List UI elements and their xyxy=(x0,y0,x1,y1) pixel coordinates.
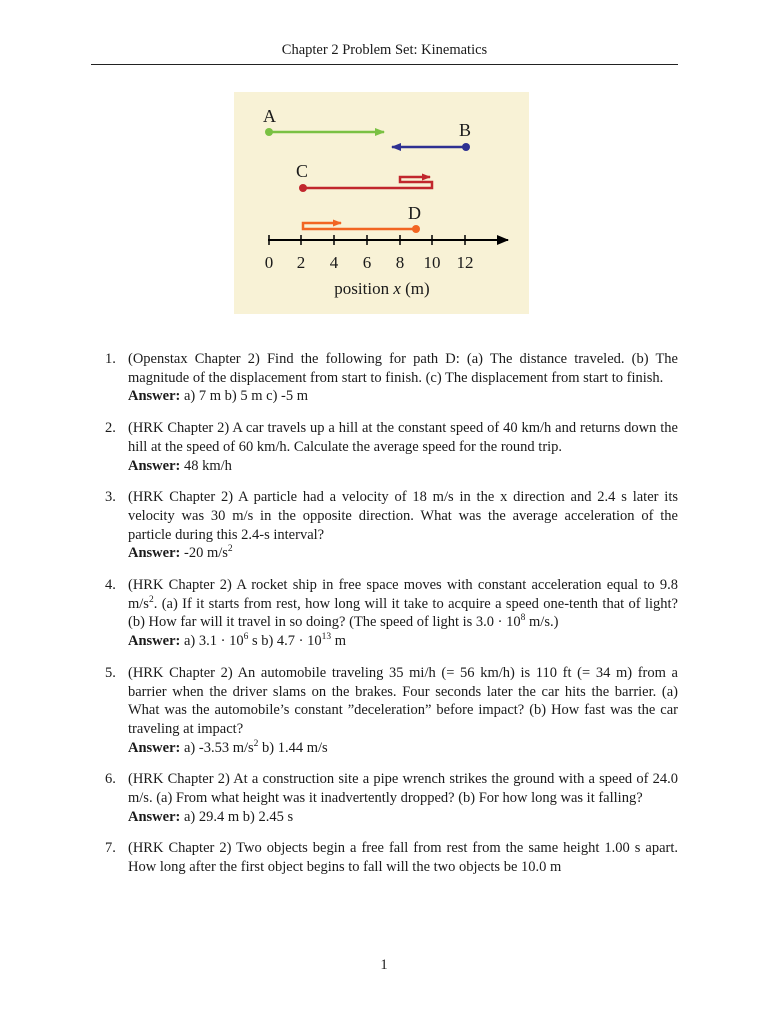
axis-tick-label: 2 xyxy=(296,253,306,272)
answer xyxy=(128,458,232,474)
path-b-label: B xyxy=(459,120,472,140)
problem-number: 4. xyxy=(105,577,116,594)
answer-value: a) 7 m b) 5 m c) -5 m xyxy=(183,388,309,405)
path-d-label: D xyxy=(408,203,421,223)
answer-label: Answer: xyxy=(128,388,181,405)
problem-number: 5. xyxy=(105,664,116,681)
answer-value: a) 29.4 m b) 2.45 s xyxy=(183,808,294,825)
problem-text: (Openstax Chapter 2) Find the following for path D: (a) The distance traveled. (b) The magnitude of the displacement from start to finish. (c) The displacement from start to finish. xyxy=(128,351,678,386)
page-number: 1 xyxy=(380,957,388,973)
answer xyxy=(128,809,293,825)
problem-number: 1. xyxy=(105,351,116,367)
problem-text: (HRK Chapter 2) An automobile traveling 35 mi/h (= 56 km/h) is 110 ft (= 34 m) from a barrier when the driver slams on the brakes. Four seconds later the car hits the barrier. (a) What was the automobile’s constant ”deceleration” before impact? (b) How fast was the car traveling at impact? xyxy=(128,664,678,737)
answer-label: Answer: xyxy=(128,545,181,562)
figure-svg xyxy=(234,92,529,314)
problem-text: (HRK Chapter 2) A rocket ship in free space moves with constant acceleration equal to 9.8 $m/s^2$. (a) If it starts from rest, how long will it take to acquire a speed one-tenth that of light? (b) How far will it travel in so doing? (The speed of light is $3.0 \cdot 10^8$ m/s.) xyxy=(128,577,678,631)
answer-value: -20 m/s xyxy=(183,545,228,562)
position-paths-figure xyxy=(234,92,529,314)
axis-tick-label: 8 xyxy=(395,253,405,272)
axis-tick-label: 12 xyxy=(456,253,474,272)
answer-label: Answer: xyxy=(128,633,181,650)
path-c-start-dot xyxy=(299,184,307,192)
answer xyxy=(128,740,328,756)
path-b-start-dot xyxy=(462,143,470,151)
axis-tick-label: 10 xyxy=(423,253,441,272)
problem-item xyxy=(105,839,678,876)
answer-label: Answer: xyxy=(128,739,181,756)
problem-text: (HRK Chapter 2) At a construction site a pipe wrench strikes the ground with a speed of 24.0 m/s. (a) From what height was it inadvertently dropped? (b) For how long was it falling? xyxy=(128,771,678,807)
answer xyxy=(128,633,346,649)
problem-text: (HRK Chapter 2) A car travels up a hill at the constant speed of 40 km/h and returns down the hill at the speed of 60 km/h. Calculate the average speed for the round trip. xyxy=(128,420,678,455)
answer-value: 48 km/h xyxy=(183,457,232,474)
answer-label: Answer: xyxy=(128,457,181,474)
answer-exponent: 2 xyxy=(227,544,233,555)
problem-list xyxy=(105,350,678,890)
path-d-start-dot xyxy=(412,225,420,233)
answer xyxy=(128,545,233,561)
path-c-label: C xyxy=(296,161,309,181)
problem-number: 3. xyxy=(105,489,116,506)
path-a-label: A xyxy=(263,106,276,126)
running-header: Chapter 2 Problem Set: Kinematics xyxy=(281,42,488,58)
problem-number: 7. xyxy=(105,840,116,857)
problem-text: (HRK Chapter 2) Two objects begin a free fall from rest from the same height 1.00 s apart. How long after the first object begins to fall will the two objects be 10.0 m xyxy=(128,840,678,876)
axis-tick-label: 4 xyxy=(329,253,339,272)
problem-item xyxy=(105,576,678,651)
answer-value: a) $3.1 \cdot 10^6$ s b) $4.7 \cdot 10^{13}$ m xyxy=(183,632,347,650)
axis-title: position x (m) xyxy=(334,279,430,298)
path-d-line xyxy=(303,223,416,229)
problem-number: 2. xyxy=(105,420,116,437)
problem-item xyxy=(105,664,678,758)
axis-tick-label: 0 xyxy=(264,253,274,272)
problem-item xyxy=(105,350,678,406)
axis-tick-label: 6 xyxy=(362,253,372,272)
path-a-start-dot xyxy=(265,128,273,136)
problem-item xyxy=(105,488,678,563)
problem-item xyxy=(105,419,678,475)
problem-number: 6. xyxy=(105,771,116,788)
answer xyxy=(128,388,308,404)
answer-value: a) -3.53 $m/s^2$ b) 1.44 m/s xyxy=(183,738,328,756)
path-c-line xyxy=(303,177,432,188)
answer-label: Answer: xyxy=(128,808,181,825)
header-rule xyxy=(91,64,678,65)
problem-item xyxy=(105,770,678,826)
problem-text: (HRK Chapter 2) A particle had a velocity of 18 m/s in the x direction and 2.4 s later its velocity was 30 m/s in the opposite direction. What was the average acceleration of the particle during this 2.4-s interval? xyxy=(128,489,678,543)
